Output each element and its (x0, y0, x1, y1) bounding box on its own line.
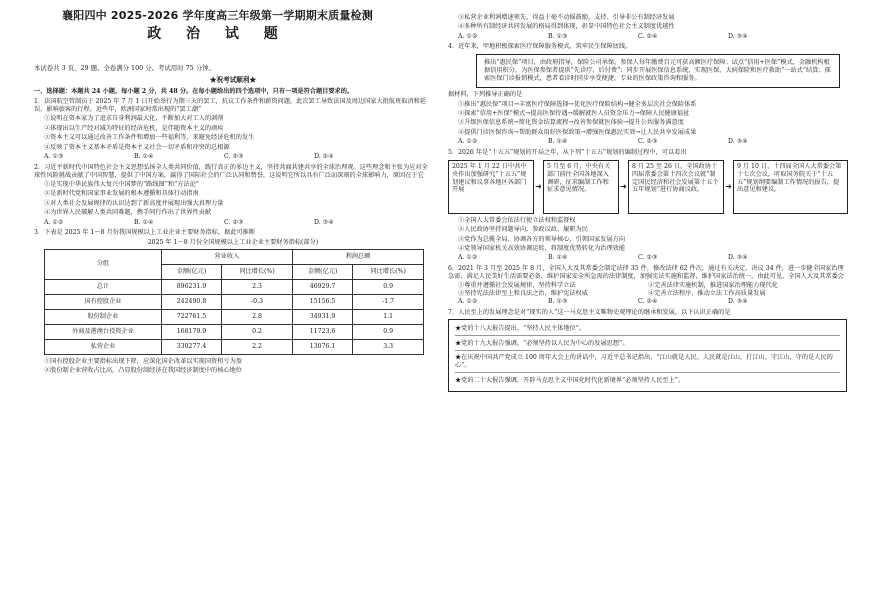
table-cell: 国有控股企业 (45, 294, 162, 309)
table-cell: 0.2 (222, 324, 293, 339)
question-stem: 1．法国航空管制员于 2025 年 7 月 1 日开始举行为期三天的罢工，抗议工作条件和薪资问题。此次罢工导致法国及周边国家大批航班取消和延误，影响旅客的行程。近些年，欧洲国家时常出现的“罢工潮” (34, 98, 427, 113)
table-cell: 私营企业 (45, 339, 162, 354)
question-item: ④完善立法程序，推动立法工作高质量发展 (648, 290, 766, 298)
table-row (45, 324, 424, 339)
answer-options (448, 33, 848, 41)
process-timeline (448, 160, 848, 214)
subject-title: 政 治 试 题 (147, 26, 288, 43)
option: C. ②④ (638, 298, 658, 306)
question-item: ①全国人大常委会依法行使立法权和监督权 (458, 216, 576, 224)
table-cell: 330277.4 (161, 339, 221, 354)
question-item: ②股份制企业营收占比高，凸显股份制经济在我国经济制度中的核心地位 (44, 367, 242, 374)
answer-options (448, 138, 848, 146)
option: B. ①④ (548, 254, 568, 262)
answer-options (448, 298, 848, 306)
answer-options (34, 153, 432, 161)
option: B. ①③ (548, 298, 568, 306)
question-item: ③私营企业利润增速领先，得益于毫不动摇鼓励、支持、引导非公有制经济发展 (458, 14, 675, 21)
table-cell: 13076.1 (292, 339, 352, 354)
option: D. ③④ (728, 32, 748, 40)
question-6 (448, 265, 848, 306)
question-item: ③对人类社会发展规律的认识达到了新高度并展现出强大真理力量 (44, 199, 224, 207)
question-5 (448, 149, 848, 263)
answer-options (448, 254, 848, 262)
arrow-right-icon: ➜ (620, 181, 627, 191)
quote-item: ★党的十九大报告强调，“必须坚持以人民为中心的发展思想”。 (455, 338, 840, 351)
table-cell: 15156.5 (292, 294, 352, 309)
option: A. ①② (458, 138, 478, 146)
option: D. ③④ (728, 254, 748, 262)
right-column (448, 14, 848, 392)
question-item: ②探索“信用+医保”模式→提高医保待遇→缓解就医人员资金压力→保障人民健康福祉 (458, 109, 690, 117)
table-header-row (45, 249, 424, 264)
column-header: 营业收入 (161, 249, 292, 264)
option: A. ①② (458, 298, 478, 306)
table-cell: 34931.9 (292, 309, 352, 324)
question-items-row (448, 290, 848, 298)
table-row (45, 339, 424, 354)
financial-table (44, 249, 424, 355)
timeline-step: 9 月 10 日，十四届全国人大常委会第十七次会议，听取国务院关于“十五五”规划纲要编制工作情况的报告，提出意见和建议。 (733, 160, 848, 214)
question-1 (34, 98, 432, 161)
arrow-right-icon: ➜ (725, 181, 732, 191)
column-header: 分组 (45, 249, 162, 279)
wish-text: ★祝考试顺利★ (209, 76, 257, 85)
table-caption: 2025 年 1～8 月份全国规模以上工业企业主要财务指标(部分) (147, 238, 319, 246)
question-item: ③党作为总揽全局、协调各方的领导核心，引领国家发展方向 (458, 235, 626, 243)
question-stem: 5．2026 年是“十五五”规划的开局之年，从下列“十五五”规划的编制过程中，可以看出 (448, 148, 687, 156)
table-cell: 2.8 (222, 309, 293, 324)
answer-options (34, 219, 432, 227)
question-item: ②完善法律实施机制，推进国家治理能力现代化 (648, 282, 778, 290)
left-column (34, 62, 432, 376)
question-item: ①国有控股企业主要指标出现下降，应深化国企改革以实现国资租亏为盈 (44, 357, 242, 365)
question-item: ④为世界人民破解人类共同难题，携手同行作出了世界性贡献 (44, 209, 212, 217)
table-cell: 722761.5 (161, 309, 221, 324)
table-row (45, 279, 424, 294)
question-3 (34, 229, 432, 375)
option: C. ②③ (224, 218, 244, 226)
question-item: ①尊重并遵循社会发展规律，坚持科学立法 (458, 282, 576, 290)
material-box: 推出“惠民保”项目，由政府指导，保险公司承保，参保人每年缴费百元可获高额医疗保障；试点“信用+医保”模式，金融机构根据信用积分，为医保参保者提供“先诊疗，后付费”；同步开展医保信息系统，实现医保、大病保险和医疗救助“一站式”结算；探索医保门诊报销模式，患者看诊时同步享受便捷、专业的医保政策咨询和服务。 (476, 54, 840, 88)
table-cell: 总计 (45, 279, 162, 294)
table-cell: 1.1 (353, 309, 424, 324)
table-cell: 242490.8 (161, 294, 221, 309)
question-item: ②是新时代党和国家事业发展的根本遵循和具体行动指南 (44, 190, 199, 198)
question-stem: 2．习近平新时代中国特色社会主义思想弘扬全人类共同价值，践行真正的多边主义，坚持共商共建共享的全球治理观。这些理念和主张为应对全球性风险挑战贡献了中国智慧，提供了中国方案，赢得了国际社会的广泛认同和赞誉，这说明它所以具有广泛而深刻的全球影响力，原因在于它 (34, 163, 428, 179)
option: D. ③④ (314, 218, 334, 226)
question-stem: 4．近年来，甲地积极探索医疗保障服务模式，筑牢民生保障底线。 (448, 43, 632, 51)
question-2 (34, 164, 432, 227)
question-item: ①是实现中华民族伟大复兴中国梦的“路线图”和“方法论” (44, 181, 199, 188)
table-cell: 168179.9 (161, 324, 221, 339)
quote-item: ★在庆祝中国共产党成立 100 周年大会上的讲话中，习近平总书记指出，“江山就是人民、人民就是江山，打江山、守江山，守的是人民的心”。 (455, 352, 840, 373)
question-lead: 据材料，下列推导正确的是 (448, 91, 523, 99)
question-item: ④多种所有制经济共同发展的格局得到体现，彰显中国特色社会主义制度优越性 (458, 23, 675, 31)
table-cell: 46929.7 (292, 279, 352, 294)
option: A. ①② (44, 218, 64, 226)
table-cell: 股份制企业 (45, 309, 162, 324)
column-header: 金额(亿元) (161, 264, 221, 279)
table-cell: -0.3 (222, 294, 293, 309)
question-item: ③坚持宪法法律至上和良法之治，维护宪法权威 (458, 290, 588, 298)
option: A. ①③ (44, 153, 64, 161)
question-item: ③资本主义可以通过改善工作条件和增加一些福利等，来避免经济危机的发生 (44, 134, 255, 142)
question-item: ④提供门诊医保咨询→帮助群众用好医保政策→增强医保惠民实效→让人民共享发展成果 (458, 128, 697, 136)
option: B. ①④ (548, 138, 568, 146)
option: D. ③④ (728, 138, 748, 146)
option: D. ③④ (728, 298, 748, 306)
exam-info: 本试卷共 3 页，29 题。全卷满分 100 分。考试用时 75 分钟。 (34, 64, 215, 72)
column-header: 同比增长(%) (222, 264, 293, 279)
question-item: ④党领导国家机关高效协调运转，将制度优势转化为治理效能 (458, 244, 626, 252)
question-item: ④反映了资本主义基本矛盾是资本主义社会一切矛盾和冲突的总根源 (44, 143, 230, 151)
school-title: 襄阳四中 2025-2026 学年度高三年级第一学期期末质量检测 (62, 9, 373, 22)
section-heading: 一、选择题：本题共 24 小题，每小题 2 分，共 48 分。在每小题给出的四个选项中，只有一项是符合题目要求的。 (34, 87, 354, 95)
table-cell: -1.7 (353, 294, 424, 309)
option: A. ①② (458, 254, 478, 262)
arrow-right-icon: ➜ (535, 181, 542, 191)
quote-item: ★党的二十大报告强调，开辟马克思主义中国化时代化新境界“必须坚持人民至上”。 (455, 376, 685, 384)
table-row (45, 309, 424, 324)
option: C. ②③ (638, 138, 658, 146)
question-item: ①说明在资本家为了追求自身利润最大化，不断加大对工人的剥削 (44, 115, 224, 123)
table-cell: 11723.6 (292, 324, 352, 339)
timeline-step: 2025 年 1 月 22 日中共中央作出加强研究“十五五”规划建议和议事各地区各部门开展 (448, 160, 534, 214)
table-cell: 外商及港澳台投资企业 (45, 324, 162, 339)
question-4 (448, 43, 848, 146)
table-cell: 2.2 (222, 339, 293, 354)
option: B. ①③ (548, 32, 568, 40)
table-cell: 0.9 (353, 279, 424, 294)
quote-item: ★党的十八大报告提出，“坚持人民主体地位”。 (455, 323, 840, 336)
table-row (45, 294, 424, 309)
column-header: 同比增长(%) (353, 264, 424, 279)
table-cell: 0.9 (353, 324, 424, 339)
question-items-row (448, 282, 848, 290)
table-cell: 896231.9 (161, 279, 221, 294)
question-item: ③升级医保信息系统→简化资金结算流程→改善参保就医体验→提升公共服务满意度 (458, 119, 684, 127)
question-item: ①推出“惠民保”项目→丰富医疗保障选择→优化医疗保险结构→健全多层次社会保险体系 (458, 100, 697, 108)
option: A. ①② (458, 32, 478, 40)
question-7 (448, 309, 848, 393)
quotes-box (448, 319, 847, 392)
option: C. ②③ (638, 254, 658, 262)
option: B. ①④ (134, 153, 154, 161)
option: D. ②④ (314, 153, 334, 161)
question-stem: 7．人民至上的发展理念是对“现实的人”这一马克思主义唯物史观理论的继承和发展，以下认识正确的是 (448, 308, 731, 316)
option: B. ①④ (134, 218, 154, 226)
option: C. ②④ (638, 32, 658, 40)
table-cell: 2.3 (222, 279, 293, 294)
table-cell: 3.3 (353, 339, 424, 354)
option: C. ②③ (224, 153, 244, 161)
column-header: 利润总额 (292, 249, 423, 264)
timeline-step: 5 月至 6 月，中央有关部门前往全国各地深入调研，征求编制工作和 征求意见情况。 (543, 160, 619, 214)
column-header: 金额(亿元) (292, 264, 352, 279)
question-item: ②人民政协坚持问题导向，参政议政、履职为民 (458, 226, 588, 234)
question-item: ②体现出以生产经对减为特征的经济危机，是伴随资本主义的顽疾 (44, 124, 224, 132)
question-stem: 6．2021 年 3 月至 2025 年 8 月，全国人大及其常委会制定法律 35 件，修改法律 62 件次，通过有关决定、决议 34 件，进一步健全国家治理急需、满足人民美好生活需要必备、维护国家安全所急需的法律制度，加强宪法实施和监督，维护国家法治统一。由此可见，全国人大及其常委会 (448, 264, 844, 280)
timeline-step: 8 月 25 至 26 日，全国政协十四届常委会第十四次会议就“制定国民经济和社会发展第十五个五年规划”进行协商议政。 (628, 160, 724, 214)
header (0, 0, 435, 44)
question-stem: 3．下表是 2025 年 1～8 月份我国规模以上工业企业主要财务指标，据此可推断 (34, 229, 256, 237)
